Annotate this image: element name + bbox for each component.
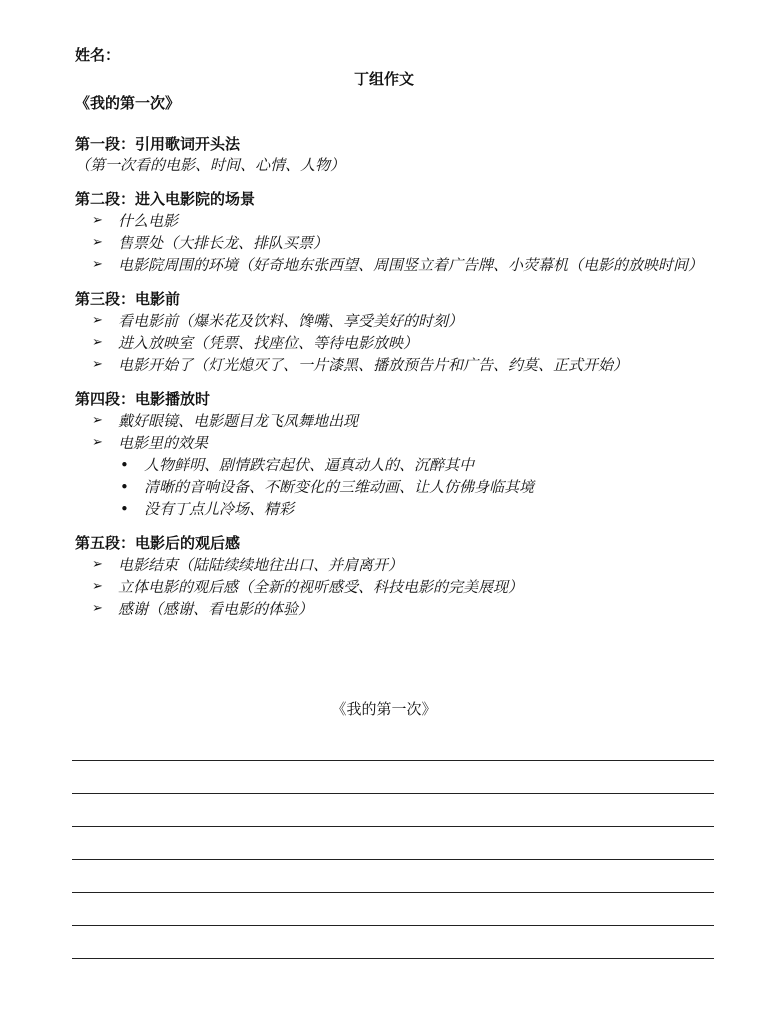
arrow-list xyxy=(75,410,715,520)
section-4 xyxy=(75,389,715,520)
arrow-bullet-icon: ➢ xyxy=(92,435,103,450)
list-item xyxy=(75,410,715,432)
list-item xyxy=(75,576,715,598)
list-item-text: 戴好眼镜、电影题目龙飞凤舞地出现 xyxy=(118,412,359,430)
list-item xyxy=(75,554,715,576)
list-item xyxy=(75,310,715,332)
section-heading: 第三段：电影前 xyxy=(75,290,181,308)
list-item-text: 电影结束（陆陆续续地往出口、并肩离开） xyxy=(118,556,404,574)
sub-list-item-text: 没有丁点儿冷场、精彩 xyxy=(144,500,295,518)
writing-line xyxy=(72,925,714,926)
dot-bullet-icon: • xyxy=(120,456,129,474)
name-label: 姓名： xyxy=(75,46,121,64)
dot-bullet-icon: • xyxy=(120,500,129,518)
list-item-text: 电影院周围的环境（好奇地东张西望、周围竖立着广告牌、小荧幕机（电影的放映时间） xyxy=(118,256,704,274)
section-heading: 第五段：电影后的观后感 xyxy=(75,534,241,552)
arrow-list xyxy=(75,310,715,376)
writing-line xyxy=(72,793,714,794)
list-item xyxy=(75,254,715,276)
outline-sections xyxy=(75,134,715,633)
list-item xyxy=(75,598,715,620)
arrow-bullet-icon: ➢ xyxy=(92,213,103,228)
section-note: （第一次看的电影、时间、心情、人物） xyxy=(75,156,346,174)
arrow-bullet-icon: ➢ xyxy=(92,413,103,428)
list-item-text: 售票处（大排长龙、排队买票） xyxy=(118,234,329,252)
writing-line xyxy=(72,958,714,959)
arrow-bullet-icon: ➢ xyxy=(92,557,103,572)
writing-line xyxy=(72,892,714,893)
writing-line xyxy=(72,859,714,860)
section-heading: 第一段：引用歌词开头法 xyxy=(75,135,241,153)
section-3 xyxy=(75,289,715,376)
arrow-bullet-icon: ➢ xyxy=(92,313,103,328)
list-item-text: 电影里的效果 xyxy=(118,434,209,452)
essay-title: 《我的第一次》 xyxy=(75,94,181,112)
arrow-bullet-icon: ➢ xyxy=(92,235,103,250)
section-1 xyxy=(75,134,715,176)
arrow-bullet-icon: ➢ xyxy=(92,601,103,616)
list-item xyxy=(75,432,715,454)
list-item-text: 电影开始了（灯光熄灭了、一片漆黑、播放预告片和广告、约莫、正式开始） xyxy=(118,356,629,374)
group-title: 丁组作文 xyxy=(353,70,414,88)
arrow-list xyxy=(75,210,715,276)
dot-bullet-icon: • xyxy=(120,478,129,496)
arrow-bullet-icon: ➢ xyxy=(92,579,103,594)
list-item xyxy=(75,354,715,376)
writing-area xyxy=(72,760,714,991)
list-item-text: 进入放映室（凭票、找座位、等待电影放映） xyxy=(118,334,419,352)
list-item-text: 看电影前（爆米花及饮料、馋嘴、享受美好的时刻） xyxy=(118,312,464,330)
bullet-list xyxy=(75,454,715,520)
writing-line xyxy=(72,826,714,827)
section-heading: 第二段：进入电影院的场景 xyxy=(75,190,256,208)
list-item-text: 立体电影的观后感（全新的视听感受、科技电影的完美展现） xyxy=(118,578,524,596)
sub-list-item xyxy=(75,454,715,476)
arrow-bullet-icon: ➢ xyxy=(92,335,103,350)
list-item-text: 感谢（感谢、看电影的体验） xyxy=(118,600,314,618)
bottom-essay-title: 《我的第一次》 xyxy=(331,700,437,718)
arrow-list xyxy=(75,554,715,620)
arrow-bullet-icon: ➢ xyxy=(92,257,103,272)
arrow-bullet-icon: ➢ xyxy=(92,357,103,372)
sub-list-item-text: 清晰的音响设备、不断变化的三维动画、让人仿佛身临其境 xyxy=(144,478,535,496)
sub-list-item xyxy=(75,498,715,520)
sub-list-item-text: 人物鲜明、剧情跌宕起伏、逼真动人的、沉醉其中 xyxy=(144,456,475,474)
writing-line xyxy=(72,760,714,761)
sub-list-item xyxy=(75,476,715,498)
section-2 xyxy=(75,189,715,276)
list-item xyxy=(75,332,715,354)
list-item xyxy=(75,210,715,232)
section-heading: 第四段：电影播放时 xyxy=(75,390,211,408)
list-item xyxy=(75,232,715,254)
section-5 xyxy=(75,533,715,620)
list-item-text: 什么电影 xyxy=(118,212,179,230)
